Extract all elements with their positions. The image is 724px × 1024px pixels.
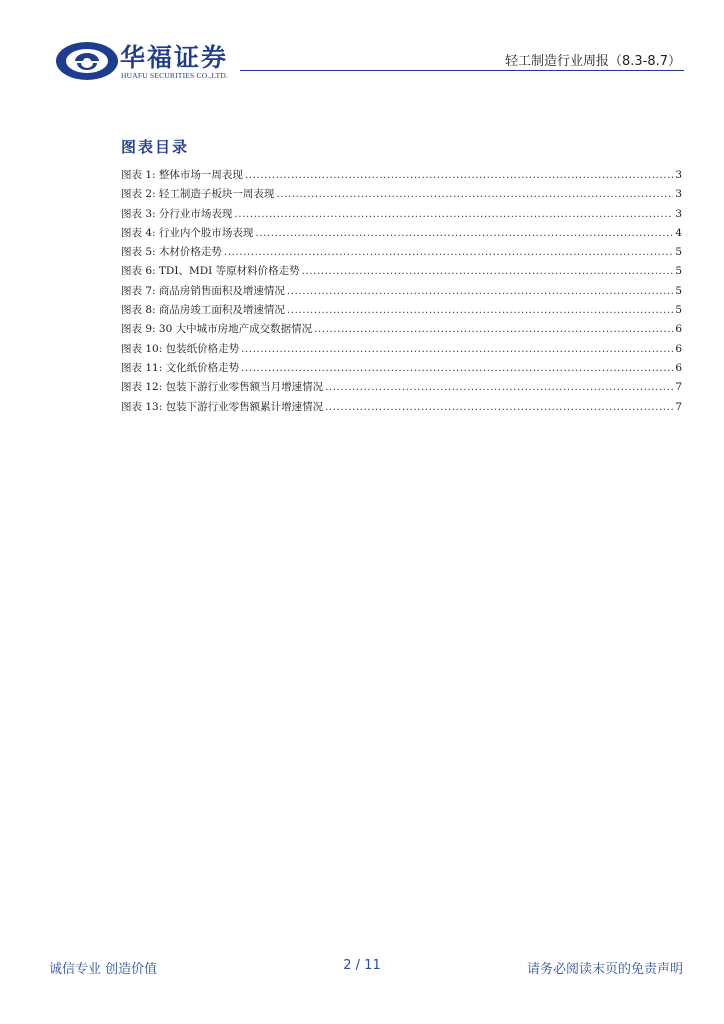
toc-item[interactable] <box>121 224 682 243</box>
footer-disclaimer-note: 请务必阅读末页的免责声明 <box>526 962 683 977</box>
footer-page-number: 2 / 11 <box>343 958 381 973</box>
toc-item[interactable] <box>121 243 682 262</box>
toc-item[interactable] <box>121 166 682 185</box>
toc-item-label: 图表 10: 包装纸价格走势 <box>121 342 240 355</box>
header-divider <box>240 70 684 71</box>
toc-heading: 图表目录 <box>121 138 190 156</box>
toc-leader-dots <box>255 224 673 243</box>
toc-leader-dots <box>314 320 673 339</box>
toc-item-label: 图表 5: 木材价格走势 <box>121 246 222 259</box>
toc-item-label: 图表 3: 分行业市场表现 <box>121 207 233 220</box>
toc-item-label: 图表 1: 整体市场一周表现 <box>121 169 243 181</box>
toc-item[interactable] <box>121 359 682 378</box>
toc-leader-dots <box>325 398 673 417</box>
toc-item-page: 4 <box>675 226 682 239</box>
toc-item-label: 图表 13: 包装下游行业零售额累计增速情况 <box>121 400 324 413</box>
toc-item-label: 图表 6: TDI、MDI 等原材料价格走势 <box>121 265 300 278</box>
toc-leader-dots <box>234 205 673 224</box>
toc-item-label: 图表 2: 轻工制造子板块一周表现 <box>121 188 275 201</box>
toc-item-page: 6 <box>675 361 682 374</box>
toc-item-label: 图表 9: 30 大中城市房地产成交数据情况 <box>121 323 313 336</box>
toc-leader-dots <box>287 301 673 320</box>
toc-leader-dots <box>287 282 673 301</box>
toc-item[interactable] <box>121 282 682 301</box>
toc-item-page: 3 <box>675 169 682 181</box>
toc-list <box>121 166 682 417</box>
toc-leader-dots <box>224 243 673 262</box>
huafu-logo-icon <box>55 40 119 82</box>
toc-item[interactable] <box>121 205 682 224</box>
report-title: 轻工制造行业周报（8.3-8.7） <box>504 54 681 69</box>
toc-leader-dots <box>325 378 673 397</box>
toc-item-label: 图表 12: 包装下游行业零售额当月增速情况 <box>121 381 324 394</box>
toc-item-page: 5 <box>675 304 682 317</box>
toc-leader-dots <box>276 185 673 204</box>
brand-name-en: HUAFU SECURITIES CO.,LTD. <box>121 71 229 80</box>
toc-leader-dots <box>245 166 673 185</box>
toc-item-page: 5 <box>675 246 682 259</box>
toc-item[interactable] <box>121 301 682 320</box>
toc-item-page: 3 <box>675 207 682 220</box>
toc-item-label: 图表 7: 商品房销售面积及增速情况 <box>121 284 285 297</box>
toc-item-page: 3 <box>675 188 682 201</box>
toc-item[interactable] <box>121 378 682 397</box>
toc-item[interactable] <box>121 398 682 417</box>
toc-item[interactable] <box>121 185 682 204</box>
toc-item-page: 6 <box>675 323 682 336</box>
toc-leader-dots <box>241 340 673 359</box>
toc-item-page: 5 <box>675 265 682 278</box>
toc-item[interactable] <box>121 320 682 339</box>
toc-item-page: 6 <box>675 342 682 355</box>
toc-item-label: 图表 11: 文化纸价格走势 <box>121 361 240 374</box>
toc-item[interactable] <box>121 262 682 281</box>
toc-item-label: 图表 8: 商品房竣工面积及增速情况 <box>121 304 285 317</box>
toc-leader-dots <box>241 359 673 378</box>
footer-slogan: 诚信专业 创造价值 <box>49 962 158 977</box>
toc-item-page: 5 <box>675 284 682 297</box>
toc-item-label: 图表 4: 行业内个股市场表现 <box>121 226 254 239</box>
toc-item-page: 7 <box>675 381 682 394</box>
toc-item[interactable] <box>121 340 682 359</box>
brand-name-cn: 华福证券 <box>120 43 229 72</box>
toc-leader-dots <box>302 262 674 281</box>
toc-item-page: 7 <box>675 400 682 413</box>
